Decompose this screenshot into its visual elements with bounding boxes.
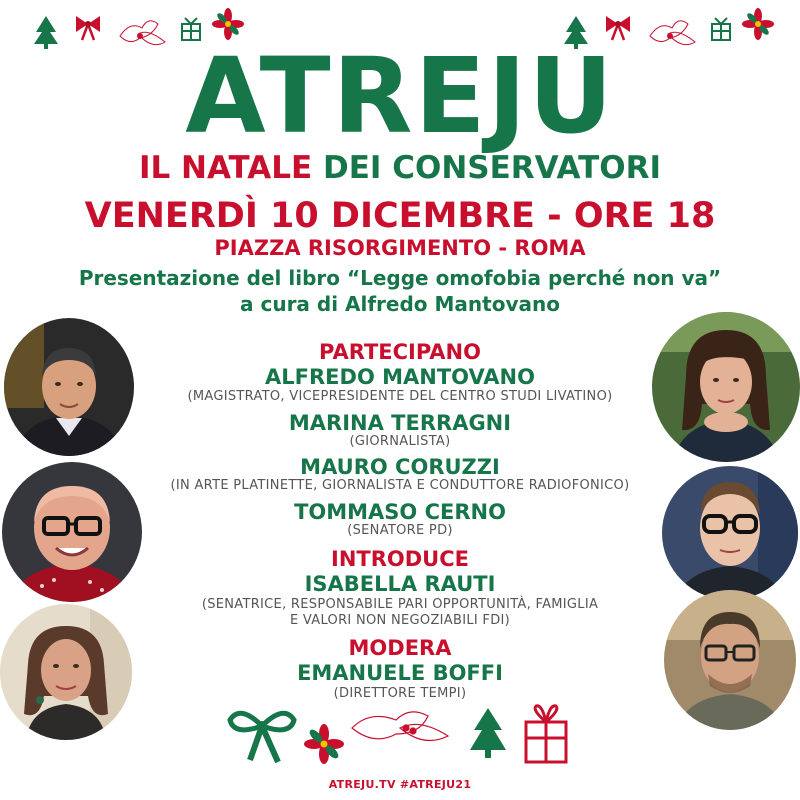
speaker-name-cerno: TOMMASO CERNO: [294, 500, 506, 524]
section-participants: PARTECIPANO: [319, 340, 481, 364]
event-subtitle: [0, 150, 800, 186]
holly-icon: [352, 712, 448, 741]
speaker-photo-mantovano: [4, 318, 134, 456]
speaker-role-rauti-line2: E VALORI NON NEGOZIABILI FDI): [289, 613, 511, 628]
event-title: ATREJU: [185, 35, 615, 157]
speaker-role-terragni: (GIORNALISTA): [349, 434, 451, 449]
speaker-photo-rauti: [0, 604, 132, 740]
speaker-name-coruzzi: MAURO CORUZZI: [300, 455, 500, 479]
speaker-photo-terragni: [652, 312, 800, 462]
speaker-name-terragni: MARINA TERRAGNI: [288, 411, 512, 435]
event-date: VENERDÌ 10 DICEMBRE - ORE 18: [84, 196, 716, 236]
book-presentation: Presentazione del libro “Legge omofobia perché non va”: [78, 266, 722, 290]
speaker-photo-cerno: [662, 466, 798, 600]
book-curator: a cura di Alfredo Mantovano: [240, 292, 560, 316]
bow-icon: [230, 713, 294, 762]
speaker-role-boffi: (DIRETTORE TEMPI): [333, 686, 467, 701]
speaker-role-rauti-line1: (SENATRICE, RESPONSABILE PARI OPPORTUNITÀ, FAMIGLIA: [201, 597, 599, 612]
gift-icon: [526, 706, 566, 762]
speaker-role-mantovano: (MAGISTRATO, VICEPRESIDENTE DEL CENTRO STUDI LIVATINO): [187, 389, 613, 404]
speaker-name-rauti: ISABELLA RAUTI: [304, 572, 496, 596]
speaker-name-mantovano: ALFREDO MANTOVANO: [265, 365, 535, 389]
speaker-name-boffi: EMANUELE BOFFI: [297, 661, 503, 685]
footer-hashtag: ATREJU.TV #ATREJU21: [328, 778, 472, 791]
speaker-photo-boffi: [664, 590, 796, 730]
section-moderator: MODERA: [348, 636, 452, 660]
christmas-tree-icon: [470, 708, 506, 758]
speaker-photo-coruzzi: [2, 462, 142, 602]
poinsettia-icon: [304, 724, 344, 764]
subtitle-rest: DEI CONSERVATORI: [323, 150, 662, 186]
section-introduce: INTRODUCE: [331, 547, 469, 571]
speaker-role-cerno: (SENATORE PD): [347, 523, 453, 538]
event-place: PIAZZA RISORGIMENTO - ROMA: [214, 236, 586, 260]
speaker-role-coruzzi: (IN ARTE PLATINETTE, GIORNALISTA E CONDUTTORE RADIOFONICO): [170, 478, 630, 493]
christmas-decorations-bottom: [220, 700, 580, 772]
subtitle-highlight: IL NATALE: [138, 150, 313, 186]
